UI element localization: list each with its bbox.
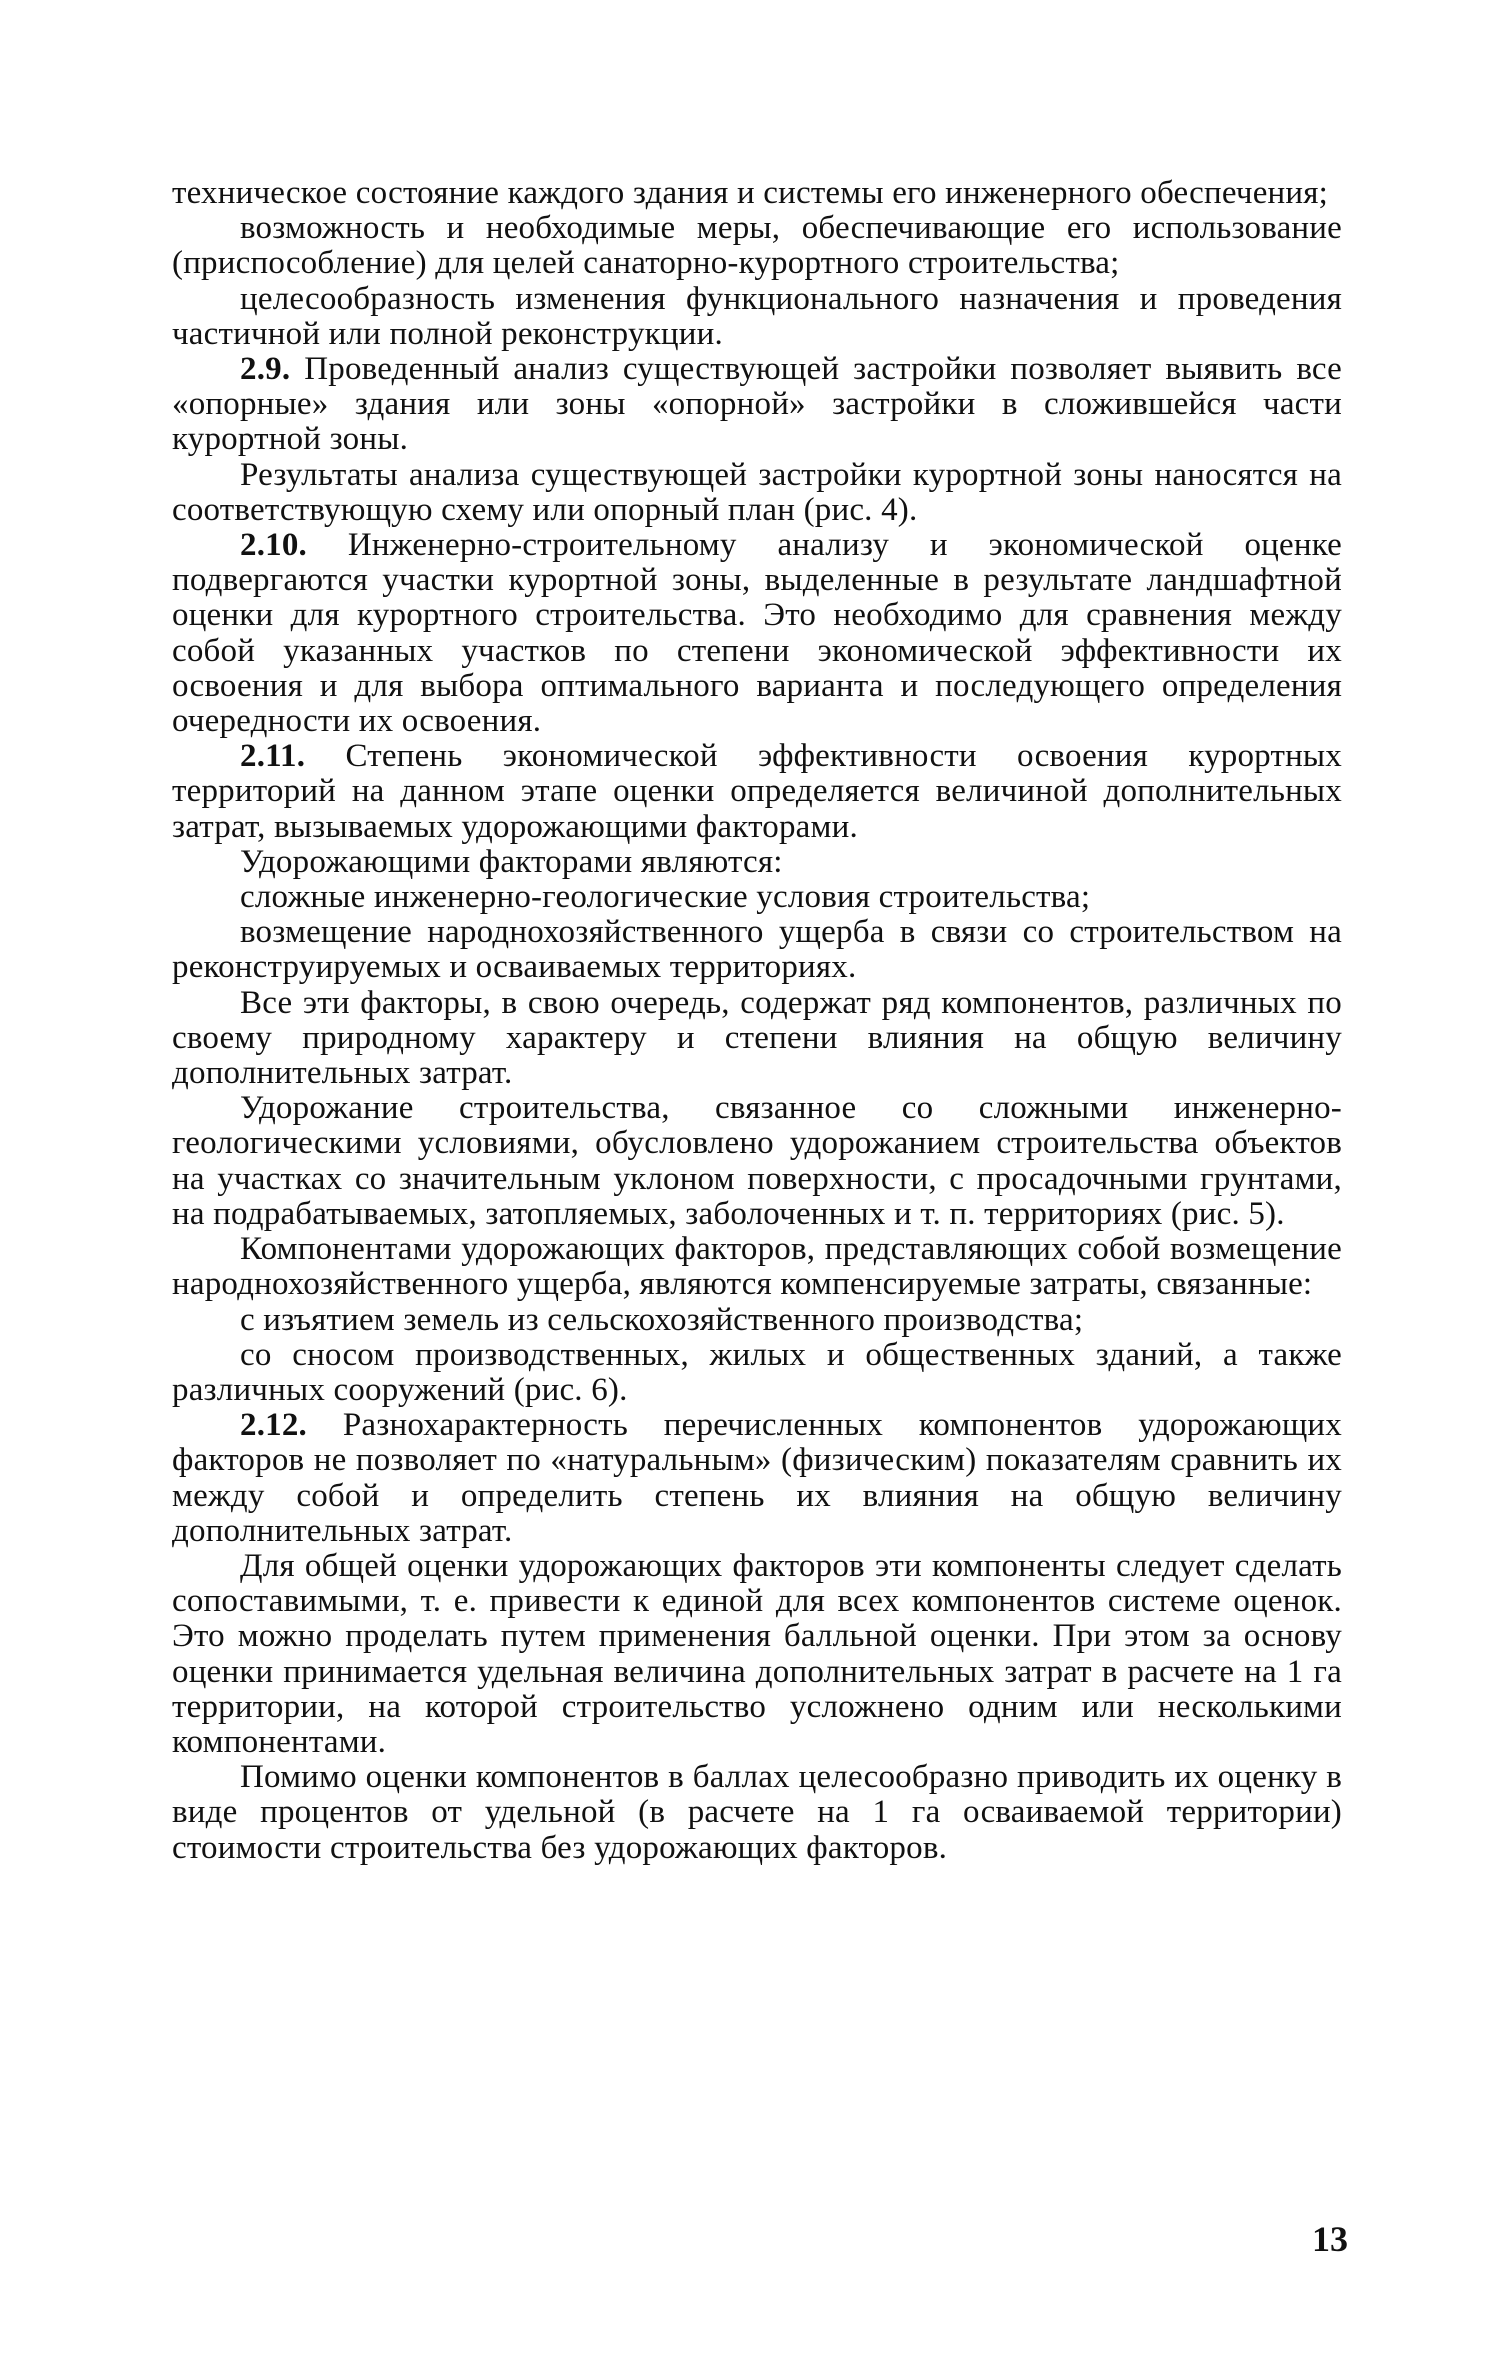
paragraph-text: целесообразность изменения функционального назначения и проведения частичной или полной реконструкции. — [172, 280, 1342, 352]
paragraph-text: со сносом производственных, жилых и общественных зданий, а также различных сооружений (рис. 6). — [172, 1336, 1342, 1408]
paragraph-text: Удорожающими факторами являются: — [240, 843, 783, 880]
paragraph-text: Для общей оценки удорожающих факторов эти компоненты следует сделать сопоставимыми, т. е. привести к единой для всех компонентов системе оценок. Это можно проделать путем применения балльной оценки. При этом за основу оценки принимается удельная величина дополнительных затрат в расчете на 1 га территории, на которой строительство усложнено одним или несколькими компонентами. — [172, 1547, 1342, 1760]
paragraph — [172, 211, 1342, 281]
paragraph-text: возможность и необходимые меры, обеспечивающие его использование (приспособление) для целей санаторно-курортного строительства; — [172, 210, 1342, 282]
paragraph — [172, 1549, 1342, 1760]
paragraph — [172, 282, 1342, 352]
paragraph — [172, 176, 1342, 211]
section-number: 2.10. — [240, 527, 307, 564]
paragraph — [172, 1760, 1342, 1866]
paragraph — [172, 739, 1342, 845]
paragraph — [172, 845, 1342, 880]
paragraph-text: Степень экономической эффективности освоения курортных территорий на данном этапе оценки определяется величиной дополнительных затрат, вызываемых удорожающими факторами. — [172, 738, 1342, 845]
paragraph-text: техническое состояние каждого здания и системы его инженерного обеспечения; — [172, 175, 1329, 211]
section-number: 2.12. — [240, 1407, 307, 1444]
paragraph-text: Все эти факторы, в свою очередь, содержат ряд компонентов, различных по своему природному характеру и степени влияния на общую величину дополнительных затрат. — [172, 984, 1342, 1092]
paragraph — [172, 1303, 1342, 1338]
paragraph-text: Помимо оценки компонентов в баллах целесообразно приводить их оценку в виде процентов от удельной (в расчете на 1 га осваиваемой территории) стоимости строительства без удорожающих факторов. — [172, 1759, 1342, 1866]
section-number: 2.9. — [240, 351, 291, 388]
paragraph-text: Проведенный анализ существующей застройки позволяет выявить все «опорные» здания или зоны «опорной» застройки в сложившейся части курортной зоны. — [172, 351, 1342, 458]
paragraph — [172, 1408, 1342, 1549]
page-number: 13 — [1312, 2219, 1348, 2259]
paragraph — [172, 880, 1342, 915]
paragraph — [172, 458, 1342, 528]
paragraph-text: Результаты анализа существующей застройки курортной зоны наносятся на соответствующую схему или опорный план (рис. 4). — [172, 456, 1342, 528]
paragraph — [172, 528, 1342, 739]
paragraph-text: возмещение народнохозяйственного ущерба в связи со строительством на реконструируемых и осваиваемых территориях. — [172, 914, 1342, 986]
paragraph-text: Разнохарактерность перечисленных компонентов удорожающих факторов не позволяет по «натуральным» (физическим) показателям сравнить их между собой и определить степень их влияния на общую величину дополнительных затрат. — [172, 1407, 1342, 1549]
paragraph-text: Удорожание строительства, связанное со сложными инженерно-геологическими условиями, обусловлено удорожанием строительства объектов на участках со значительным уклоном поверхности, с просадочными грунтами, на подрабатываемых, затопляемых, заболоченных и т. п. территориях (рис. 5). — [172, 1090, 1342, 1232]
paragraph — [172, 986, 1342, 1092]
body-text — [172, 176, 1342, 1866]
paragraph — [172, 1338, 1342, 1408]
paragraph — [172, 1091, 1342, 1232]
paragraph-text: Компонентами удорожающих факторов, представляющих собой возмещение народнохозяйственного ущерба, являются компенсируемые затраты, связанные: — [172, 1231, 1342, 1303]
paragraph — [172, 915, 1342, 985]
section-number: 2.11. — [240, 738, 306, 775]
paragraph-text: с изъятием земель из сельскохозяйственного производства; — [240, 1301, 1084, 1338]
paragraph-text: Инженерно-строительному анализу и экономической оценке подвергаются участки курортной зоны, выделенные в результате ландшафтной оценки для курортного строительства. Это необходимо для сравнения между собой указанных участков по степени экономической эффективности их освоения и для выбора оптимального варианта и последующего определения очередности их освоения. — [172, 527, 1342, 740]
paragraph-text: сложные инженерно-геологические условия строительства; — [240, 879, 1091, 916]
paragraph — [172, 352, 1342, 458]
paragraph — [172, 1232, 1342, 1302]
